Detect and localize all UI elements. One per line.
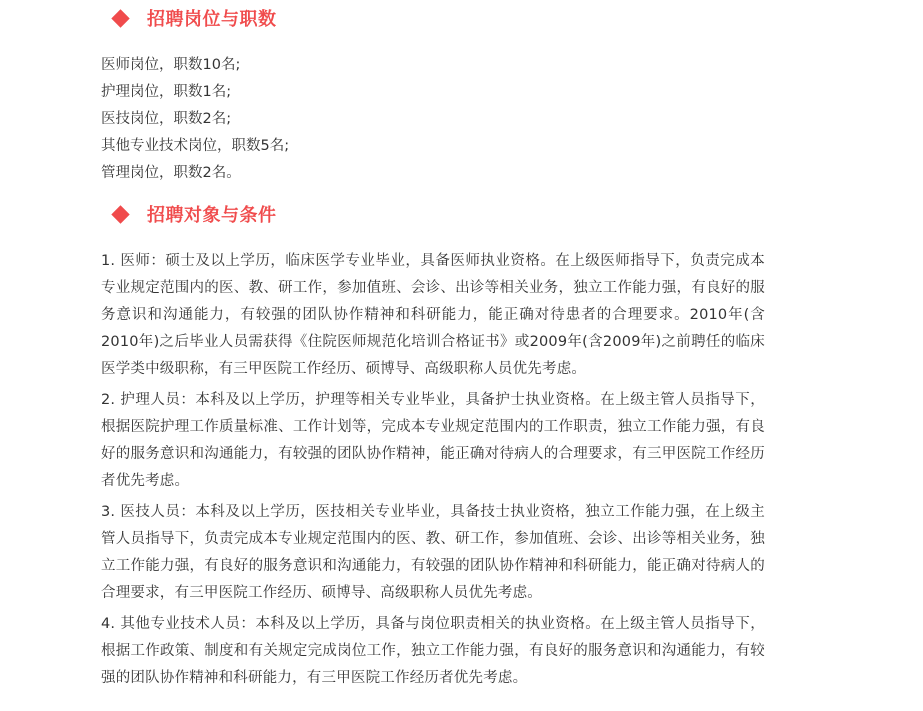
diamond-bullet-icon [111, 9, 129, 27]
list-item: 管理岗位，职数2名。 [101, 165, 241, 181]
condition-paragraph: 3. 医技人员：本科及以上学历，医技相关专业毕业，具备技士执业资格，独立工作能力强，在上级主管人员指导下，负责完成本专业规定范围内的医、教、研工作，参加值班、会诊、出诊等相关业务，独立工作能力强，有良好的服务意识和沟通能力，有较强的团队协作精神和科研能力，能正确对待病人的合理要求，有三甲医院工作经历、硕博导、高级职称人员优先考虑。 [101, 504, 765, 601]
section-heading-conditions [101, 199, 765, 229]
section-title: 招聘对象与条件 [147, 205, 277, 226]
condition-paragraph: 4. 其他专业技术人员：本科及以上学历，具备与岗位职责相关的执业资格。在上级主管人员指导下，根据工作政策、制度和有关规定完成岗位工作，独立工作能力强，有良好的服务意识和沟通能力，有较强的团队协作精神和科研能力，有三甲医院工作经历者优先考虑。 [101, 616, 765, 686]
article-body [101, 0, 765, 692]
diamond-bullet-icon [111, 205, 129, 223]
condition-paragraph: 2. 护理人员：本科及以上学历，护理等相关专业毕业，具备护士执业资格。在上级主管人员指导下，根据医院护理工作质量标准、工作计划等，完成本专业规定范围内的工作职责，独立工作能力强，有良好的服务意识和沟通能力，有较强的团队协作精神，能正确对待病人的合理要求，有三甲医院工作经历者优先考虑。 [101, 392, 765, 489]
list-item: 护理岗位，职数1名; [101, 84, 232, 100]
condition-paragraph: 1. 医师：硕士及以上学历，临床医学专业毕业，具备医师执业资格。在上级医师指导下，负责完成本专业规定范围内的医、教、研工作，参加值班、会诊、出诊等相关业务，独立工作能力强，有良好的服务意识和沟通能力，有较强的团队协作精神和科研能力，能正确对待患者的合理要求。2010年(含2010年)之后毕业人员需获得《住院医师规范化培训合格证书》或2009年(含2009年)之前聘任的临床医学类中级职称，有三甲医院工作经历、硕博导、高级职称人员优先考虑。 [101, 253, 765, 377]
position-list [101, 52, 765, 187]
list-item: 其他专业技术岗位，职数5名; [101, 138, 290, 154]
section-title: 招聘岗位与职数 [147, 9, 277, 30]
list-item: 医技岗位，职数2名; [101, 111, 232, 127]
list-item: 医师岗位，职数10名; [101, 57, 241, 73]
conditions-list [101, 248, 765, 692]
section-heading-positions [101, 3, 765, 33]
